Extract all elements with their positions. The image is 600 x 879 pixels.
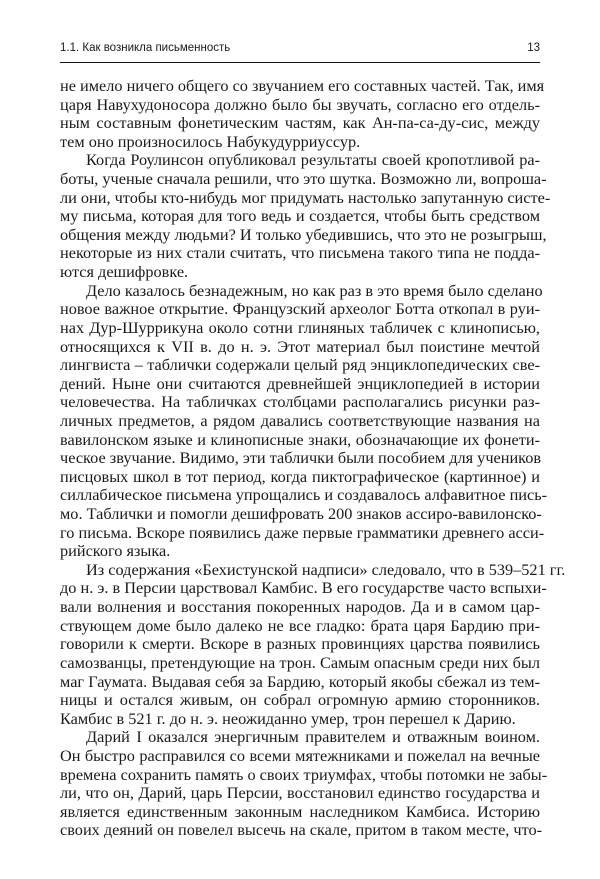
text-line: человечества. На табличках столбцами располагались рисунки раз- — [60, 392, 540, 412]
text-line: самозванцы, претендующие на трон. Самым опасным среди них был — [60, 652, 540, 672]
text-line: ются дешифровке. — [60, 262, 189, 282]
text-line: является единственным законным наследником Камбиса. Историю — [60, 801, 540, 821]
chapter-title: 1.1. Как возникла письменность — [60, 42, 231, 54]
text-line: Дело казалось безнадежным, но как раз в это время было сделано — [86, 280, 543, 300]
text-line: мо. Таблички и помогли дешифровать 200 знаков ассиро-вавилонско- — [60, 504, 542, 524]
text-line: маг Гаумата. Выдавая себя за Бардию, который якобы сбежал из тем- — [60, 671, 540, 691]
text-line: вавилонском языке и клинописные знаки, обозначающие их фонети- — [60, 429, 540, 449]
text-line: Дарий I оказался энергичным правителем и отважным воином. — [86, 727, 540, 747]
text-line: ным составным фонетическим частям, как Ан-па-са-ду-сис, между — [60, 113, 540, 133]
text-line: царя Навухудоносора должно было бы звучать, согласно его отдель- — [60, 94, 540, 114]
page-number: 13 — [527, 42, 540, 54]
text-line: ствующем доме было далеко не все гладко: брата царя Бардию при- — [60, 615, 540, 635]
text-line: боты, ученые сначала решили, что это шутка. Возможно ли, вопроша- — [60, 169, 547, 189]
text-line: вали волнения и восстания покоренных народов. Да и в самом цар- — [60, 597, 540, 617]
text-line: Когда Роулинсон опубликовал результаты своей кропотливой ра- — [86, 150, 540, 170]
text-line: ли они, чтобы кто-нибудь мог придумать настолько запутанную систе- — [60, 187, 551, 207]
text-line: нах Дур-Шуррикуна около сотни глиняных табличек с клинописью, — [60, 317, 540, 337]
text-line: Из содержания «Бехистунской надписи» следовало, что в 539–521 гг. — [86, 559, 566, 579]
paragraph — [60, 150, 551, 282]
text-line: своих деяний он повелел высечь на скале, притом в таком месте, что- — [60, 820, 543, 840]
text-line: Камбис в 521 г. до н. э. неожиданно умер, трон перешел к Дарию. — [60, 708, 516, 728]
text-line: ницы и остался живым, он собрал огромную армию сторонников. — [60, 690, 540, 710]
text-line: времена сохранить память о своих триумфах, чтобы потомки не забы- — [60, 764, 548, 784]
page-body — [60, 76, 566, 840]
text-line: рийского языка. — [60, 541, 171, 561]
text-line: некоторые из них стали считать, что письмена такого типа не подда- — [60, 243, 540, 263]
text-line: писцовых школ в тот период, когда пиктографическое (картинное) и — [60, 466, 540, 486]
text-line: лингвиста – таблички содержали целый ряд энциклопедических све- — [60, 355, 540, 375]
text-line: новое важное открытие. Французский археолог Ботта откопал в руи- — [60, 299, 540, 319]
text-line: до н. э. в Персии царствовал Камбис. В его государстве часто вспыхи- — [60, 578, 547, 598]
text-line: ческое звучание. Видимо, эти таблички были пособием для учеников — [60, 448, 542, 468]
text-line: не имело ничего общего со звучанием его составных частей. Так, имя — [60, 76, 545, 95]
text-line: дений. Ныне они считаются древнейшей энциклопедией в истории — [60, 373, 540, 393]
paragraph — [60, 727, 548, 840]
text-line: личных предметов, а рядом давались соответствующие названия на — [60, 410, 540, 430]
text-line: общения между людьми? И только убедившись, что это не розыгрыш, — [60, 224, 547, 244]
text-line: говорили к смерти. Вскоре в разных провинциях царства появились — [60, 634, 540, 654]
text-line: му письма, которая для того ведь и создается, чтобы быть средством — [60, 206, 540, 226]
text-line: силлабическое письмена упрощались и создавалось алфавитное пись- — [60, 485, 548, 505]
paragraph — [60, 559, 566, 728]
text-line: Он быстро расправился со всеми мятежниками и пожелал на вечные — [60, 745, 540, 765]
text-line: относящихся к VII в. до н. э. Этот материал был поистине мечтой — [60, 336, 540, 356]
text-line: тем оно произносилось Набукудурриуссур. — [60, 131, 361, 151]
paragraph — [60, 76, 545, 151]
text-line: ли, что он, Дарий, царь Персии, восстановил единство государства и — [60, 783, 540, 803]
running-header — [60, 38, 540, 63]
text-line: го письма. Вскоре появились даже первые грамматики древнего асси- — [60, 522, 545, 542]
paragraph — [60, 280, 548, 561]
